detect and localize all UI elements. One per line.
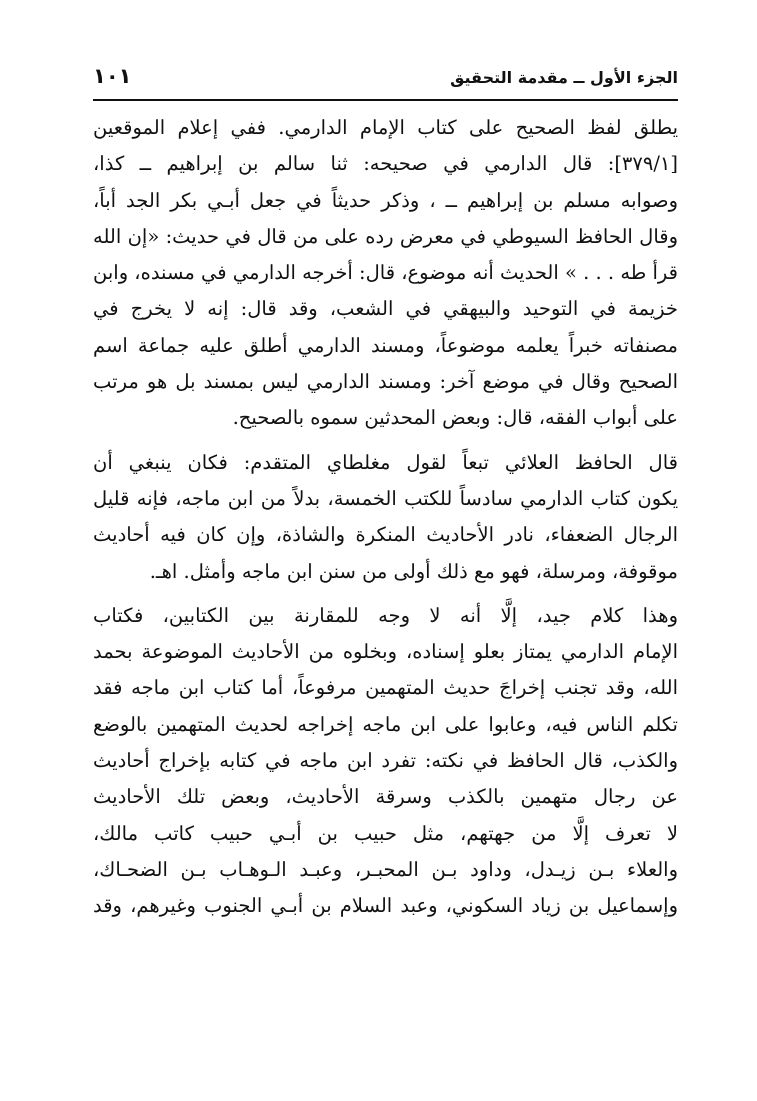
text-line: قال الحافظ العلائي تبعاً لقول مغلطاي المتقدم: فكان ينبغي أن <box>93 450 678 474</box>
text-line: قرأ طه . . . » الحديث أنه موضوع، قال: أخرجه الدارمي في مسنده، وابن <box>93 261 678 285</box>
text-line: موقوفة، ومرسلة، فهو مع ذلك أولى من سنن ابن ماجه وأمثل. اهـ. <box>149 559 678 583</box>
text-line: والكذب، قال الحافظ في نكته: تفرد ابن ماجه في كتابه بإخراج أحاديث <box>93 749 678 773</box>
page-header <box>93 62 678 96</box>
text-line: خزيمة في التوحيد والبيهقي في الشعب، وقد قال: إنه لا يخرج في <box>93 297 678 321</box>
paragraph <box>93 445 678 590</box>
text-line: [٣٧٩/١]: قال الدارمي في صحيحه: ثنا سالم بن إبراهيم ــ كذا، <box>93 152 678 176</box>
text-line: مصنفاته خبراً يعلمه موضوعاً، ومسند الدارمي أطلق عليه جماعة اسم <box>93 333 678 357</box>
body-text <box>93 110 678 933</box>
page-number: ١٠١ <box>93 64 132 88</box>
text-line: الإمام الدارمي يمتاز بعلو إسناده، وبخلوه من الأحاديث الموضوعة بحمد <box>93 640 678 664</box>
text-line: وقال الحافظ السيوطي في معرض رده على من قال في حديث: «إن الله <box>93 224 678 248</box>
text-line: الرجال الضعفاء، نادر الأحاديث المنكرة والشاذة، وإن كان فيه أحاديث <box>93 523 678 547</box>
text-line: والعلاء بـن زيـدل، وداود بـن المحبـر، وعبـد الـوهـاب بـن الضحـاك، <box>93 857 678 881</box>
text-line: وإسماعيل بن زياد السكوني، وعبد السلام بن أبـي الجنوب وغيرهم، وقد <box>93 894 678 918</box>
text-line: الله، وقد تجنب إخراجَ حديث المتهمين مرفوعاً، أما كتاب ابن ماجه فقد <box>93 676 678 700</box>
text-line: يكون كتاب الدارمي سادساً للكتب الخمسة، بدلاً من ابن ماجه، فإنه قليل <box>93 486 678 510</box>
text-line: يطلق لفظ الصحيح على كتاب الإمام الدارمي. ففي إعلام الموقعين <box>93 116 678 139</box>
paragraph <box>93 110 678 437</box>
text-line: الصحيح وقال في موضع آخر: ومسند الدارمي ليس بمسند بل هو مرتب <box>93 370 678 394</box>
text-line: وهذا كلام جيد، إلَّا أنه لا وجه للمقارنة بين الكتابين، فكتاب <box>93 603 678 627</box>
text-line: لا تعرف إلَّا من جهتهم، مثل حبيب بن أبـي حبيب كاتب مالك، <box>93 821 678 845</box>
text-line: على أبواب الفقه، قال: وبعض المحدثين سموه بالصحيح. <box>232 406 678 430</box>
running-title: الجزء الأول ــ مقدمة التحقيق <box>450 68 678 87</box>
text-line: وصوابه مسلم بن إبراهيم ــ ، وذكر حديثاً في جعل أبـي بكر الجد أباً، <box>93 188 678 212</box>
header-divider <box>93 99 678 101</box>
paragraph <box>93 598 678 925</box>
text-line: عن رجال متهمين بالكذب وسرقة الأحاديث، وبعض تلك الأحاديث <box>93 785 678 809</box>
text-line: تكلم الناس فيه، وعابوا على ابن ماجه إخراجه لحديث المتهمين بالوضع <box>93 712 678 736</box>
